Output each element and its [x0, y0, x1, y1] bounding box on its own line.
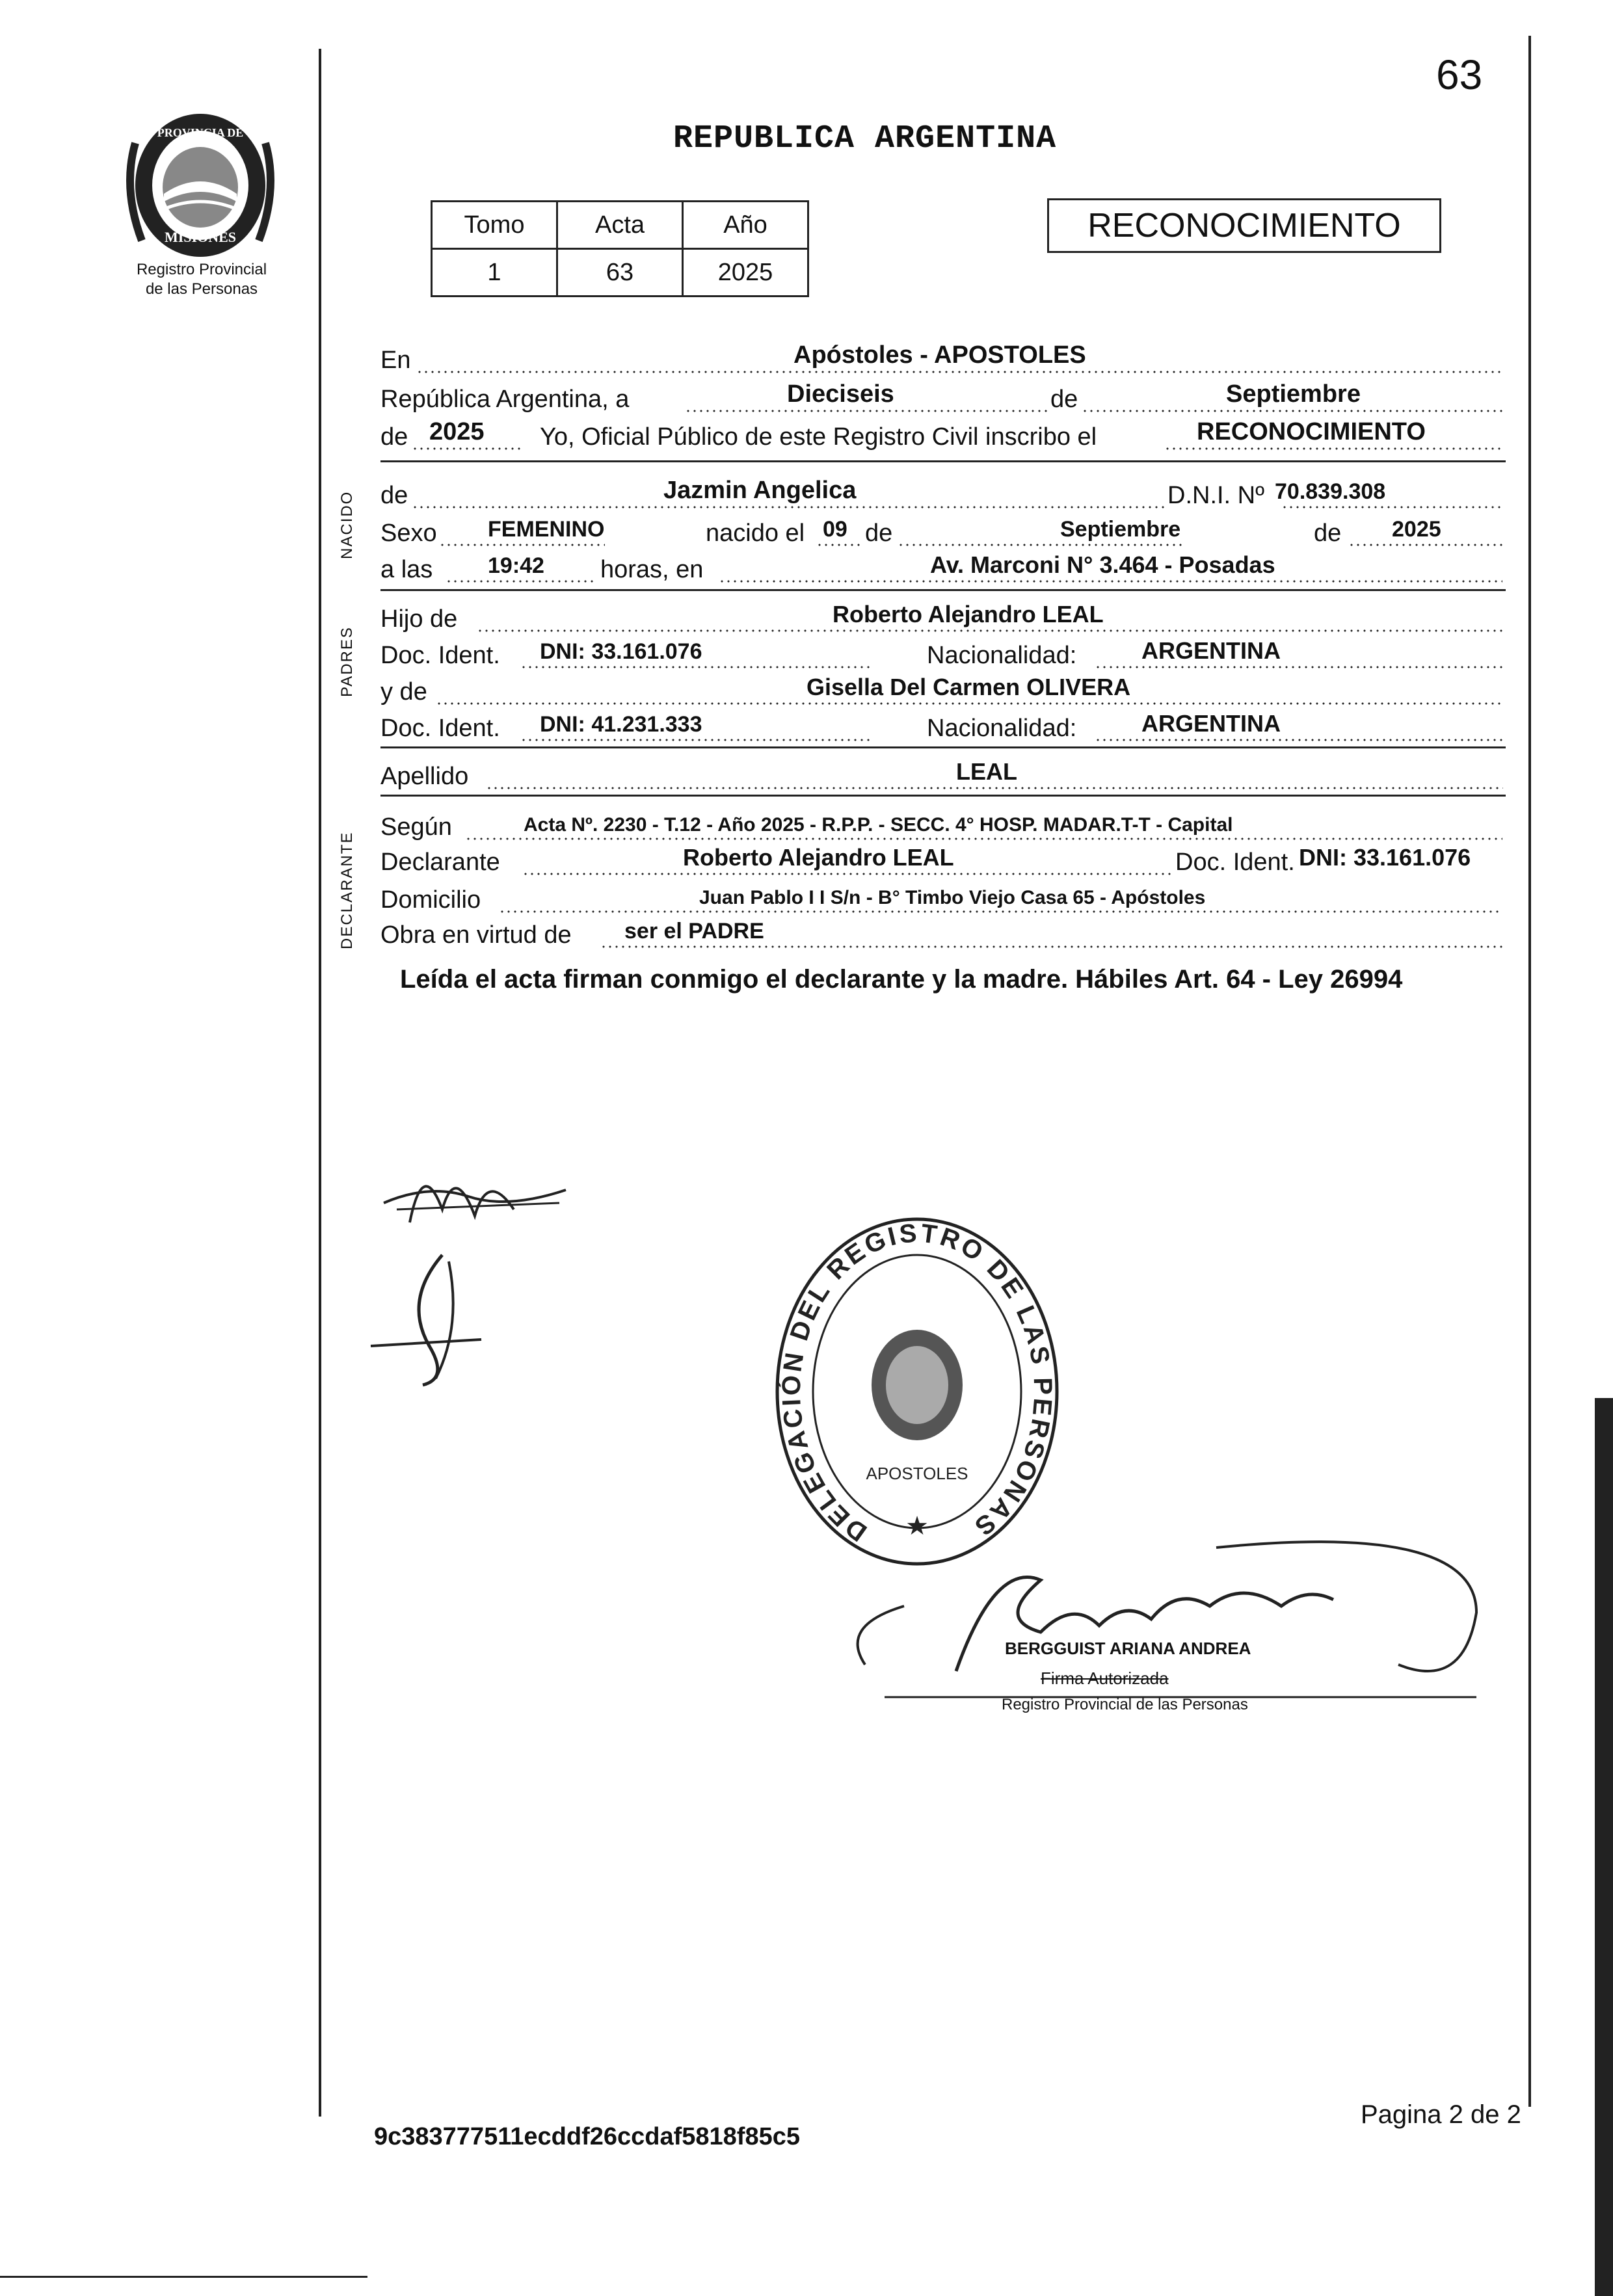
- label-domicilio: Domicilio: [380, 886, 481, 914]
- value-obra: ser el PADRE: [624, 919, 764, 943]
- dot-leader: [1348, 544, 1503, 546]
- value-month: Septiembre: [1226, 380, 1361, 408]
- dot-leader: [412, 447, 524, 450]
- dot-leader: [1095, 739, 1503, 741]
- emblem-top-text: PROVINCIA DE: [157, 126, 244, 139]
- value-declarante: Roberto Alejandro LEAL: [683, 844, 954, 871]
- signer-role: Firma Autorizada: [1041, 1669, 1169, 1688]
- stamp-ring-text: DELEGACIÓN DEL REGISTRO DE LAS PERSONAS: [777, 1219, 1058, 1547]
- value-birth-place: Av. Marconi N° 3.464 - Posadas: [930, 551, 1275, 578]
- label-inscribo: Yo, Oficial Público de este Registro Civil inscribo el: [540, 423, 1097, 451]
- label-de-name: de: [380, 482, 408, 509]
- line-hour: [380, 548, 1506, 587]
- dot-leader: [520, 739, 872, 741]
- mother-signature-icon: [364, 1248, 488, 1392]
- line-father-doc: [380, 633, 1506, 672]
- value-father: Roberto Alejandro LEAL: [833, 601, 1104, 627]
- label-doc-ident: Doc. Ident.: [380, 642, 500, 669]
- right-margin-line: [1528, 36, 1531, 2107]
- dot-leader: [520, 666, 872, 668]
- page-number: 63: [1436, 51, 1483, 98]
- label-nacido-el: nacido el: [706, 520, 805, 547]
- label-a-las: a las: [380, 556, 433, 583]
- label-republica: República Argentina, a: [380, 386, 630, 413]
- dot-leader: [685, 410, 1049, 412]
- value-day-words: Dieciseis: [787, 380, 894, 408]
- label-sexo: Sexo: [380, 520, 437, 547]
- value-place: Apóstoles - APOSTOLES: [793, 341, 1086, 369]
- stamp-star-icon: ★: [905, 1512, 929, 1540]
- line-place: [380, 338, 1506, 377]
- reference-table-value-row: [432, 249, 808, 297]
- dot-leader: [416, 371, 1502, 373]
- line-father: [380, 597, 1506, 636]
- footer-rule: [0, 2276, 367, 2278]
- section-divider: [380, 795, 1506, 797]
- dot-leader: [477, 629, 1503, 632]
- table-header-ano: Año: [683, 202, 808, 249]
- stamp-inner-text: APOSTOLES: [866, 1464, 968, 1483]
- table-value-tomo: 1: [432, 249, 557, 297]
- line-domicilio: [380, 878, 1506, 917]
- line-child-name: [380, 473, 1506, 512]
- misiones-emblem-icon: [116, 104, 285, 263]
- label-y-de: y de: [380, 678, 427, 706]
- label-dni: D.N.I. Nº: [1167, 482, 1264, 509]
- left-margin-line: [319, 49, 321, 2117]
- label-en: En: [380, 347, 411, 374]
- line-sexo: [380, 511, 1506, 550]
- table-header-tomo: Tomo: [432, 202, 557, 249]
- closing-statement: Leída el acta firman conmigo el declarante y la madre. Hábiles Art. 64 - Ley 26994: [400, 965, 1403, 994]
- dot-leader: [898, 544, 1184, 546]
- label-doc-ident-mother: Doc. Ident.: [380, 715, 500, 742]
- label-declarante: Declarante: [380, 849, 500, 876]
- value-inscribo: RECONOCIMIENTO: [1197, 418, 1426, 445]
- emblem-bottom-text: MISIONES: [164, 229, 237, 245]
- declarante-signature-icon: [371, 1144, 579, 1248]
- section-divider: [380, 746, 1506, 748]
- line-date: [380, 377, 1506, 416]
- signer-organization: Registro Provincial de las Personas: [1002, 1696, 1248, 1713]
- value-mother-nationality: ARGENTINA: [1141, 710, 1281, 737]
- value-domicilio: Juan Pablo I I S/n - B° Timbo Viejo Casa 65 - Apóstoles: [699, 887, 1206, 908]
- value-birth-month: Septiembre: [1060, 517, 1181, 542]
- dot-leader: [1095, 666, 1503, 668]
- right-edge-shadow: [1595, 1398, 1613, 2296]
- dot-leader: [439, 544, 605, 546]
- value-apellido: LEAL: [956, 758, 1017, 785]
- value-child-dni: 70.839.308: [1275, 479, 1386, 504]
- value-declarante-doc: DNI: 33.161.076: [1299, 844, 1471, 871]
- page-title: REPUBLICA ARGENTINA: [673, 120, 1057, 157]
- side-label-padres: PADRES: [338, 626, 356, 697]
- section-divider: [380, 460, 1506, 462]
- label-obra: Obra en virtud de: [380, 921, 572, 949]
- dot-leader: [412, 506, 1166, 508]
- value-segun: Acta Nº. 2230 - T.12 - Año 2025 - R.P.P. - SECC. 4° HOSP. MADAR.T-T - Capital: [524, 814, 1233, 836]
- dot-leader: [1164, 447, 1502, 450]
- side-label-nacido: NACIDO: [338, 490, 356, 559]
- line-obra: [380, 913, 1506, 952]
- dot-leader: [1281, 506, 1502, 508]
- label-nacionalidad: Nacionalidad:: [927, 642, 1077, 669]
- label-horas-en: horas, en: [600, 556, 704, 583]
- emblem-caption-line-1: Registro Provincial: [136, 261, 267, 278]
- label-de-year: de: [380, 423, 408, 451]
- label-apellido: Apellido: [380, 763, 469, 790]
- line-mother: [380, 670, 1506, 709]
- value-birth-year: 2025: [1392, 517, 1441, 542]
- value-birth-day: 09: [823, 517, 847, 542]
- side-label-declarante: DECLARANTE: [338, 831, 356, 949]
- value-father-nationality: ARGENTINA: [1141, 637, 1281, 664]
- value-sexo: FEMENINO: [488, 517, 605, 542]
- document-hash: 9c383777511ecddf26ccdaf5818f85c5: [374, 2123, 800, 2150]
- label-de-birth-year: de: [1314, 520, 1342, 547]
- label-segun: Según: [380, 813, 452, 841]
- pagination: Pagina 2 de 2: [1361, 2100, 1521, 2129]
- reference-table-header-row: [432, 202, 808, 249]
- dot-leader: [719, 580, 1502, 583]
- value-father-doc: DNI: 33.161.076: [540, 639, 702, 664]
- table-value-ano: 2025: [683, 249, 808, 297]
- section-divider: [380, 589, 1506, 591]
- label-doc-ident-declarante: Doc. Ident.: [1175, 849, 1295, 876]
- dot-leader: [486, 787, 1503, 789]
- emblem-caption-line-2: de las Personas: [145, 280, 258, 298]
- signer-name: BERGGUIST ARIANA ANDREA: [1005, 1639, 1251, 1658]
- value-mother-doc: DNI: 41.231.333: [540, 712, 702, 737]
- reference-table: [431, 200, 809, 297]
- dot-leader: [522, 873, 1174, 875]
- dot-leader: [1082, 410, 1503, 412]
- value-hour: 19:42: [488, 553, 544, 578]
- label-de-birth: de: [865, 520, 893, 547]
- dot-leader: [446, 580, 594, 583]
- value-child-name: Jazmin Angelica: [663, 477, 857, 504]
- table-value-acta: 63: [557, 249, 683, 297]
- dot-leader: [816, 544, 862, 546]
- dot-leader: [436, 702, 1502, 705]
- dot-leader: [600, 945, 1502, 948]
- line-declarante: [380, 840, 1506, 879]
- line-segun: [380, 805, 1506, 844]
- table-header-acta: Acta: [557, 202, 683, 249]
- emblem-caption: [98, 260, 306, 299]
- line-inscribo: [380, 415, 1506, 454]
- value-mother: Gisella Del Carmen OLIVERA: [806, 674, 1131, 700]
- value-year: 2025: [429, 418, 485, 445]
- line-mother-doc: [380, 706, 1506, 745]
- label-de: de: [1050, 386, 1078, 413]
- act-type-box: RECONOCIMIENTO: [1047, 198, 1441, 253]
- label-nacionalidad-mother: Nacionalidad:: [927, 715, 1077, 742]
- line-apellido: [380, 754, 1506, 793]
- label-hijo-de: Hijo de: [380, 605, 458, 633]
